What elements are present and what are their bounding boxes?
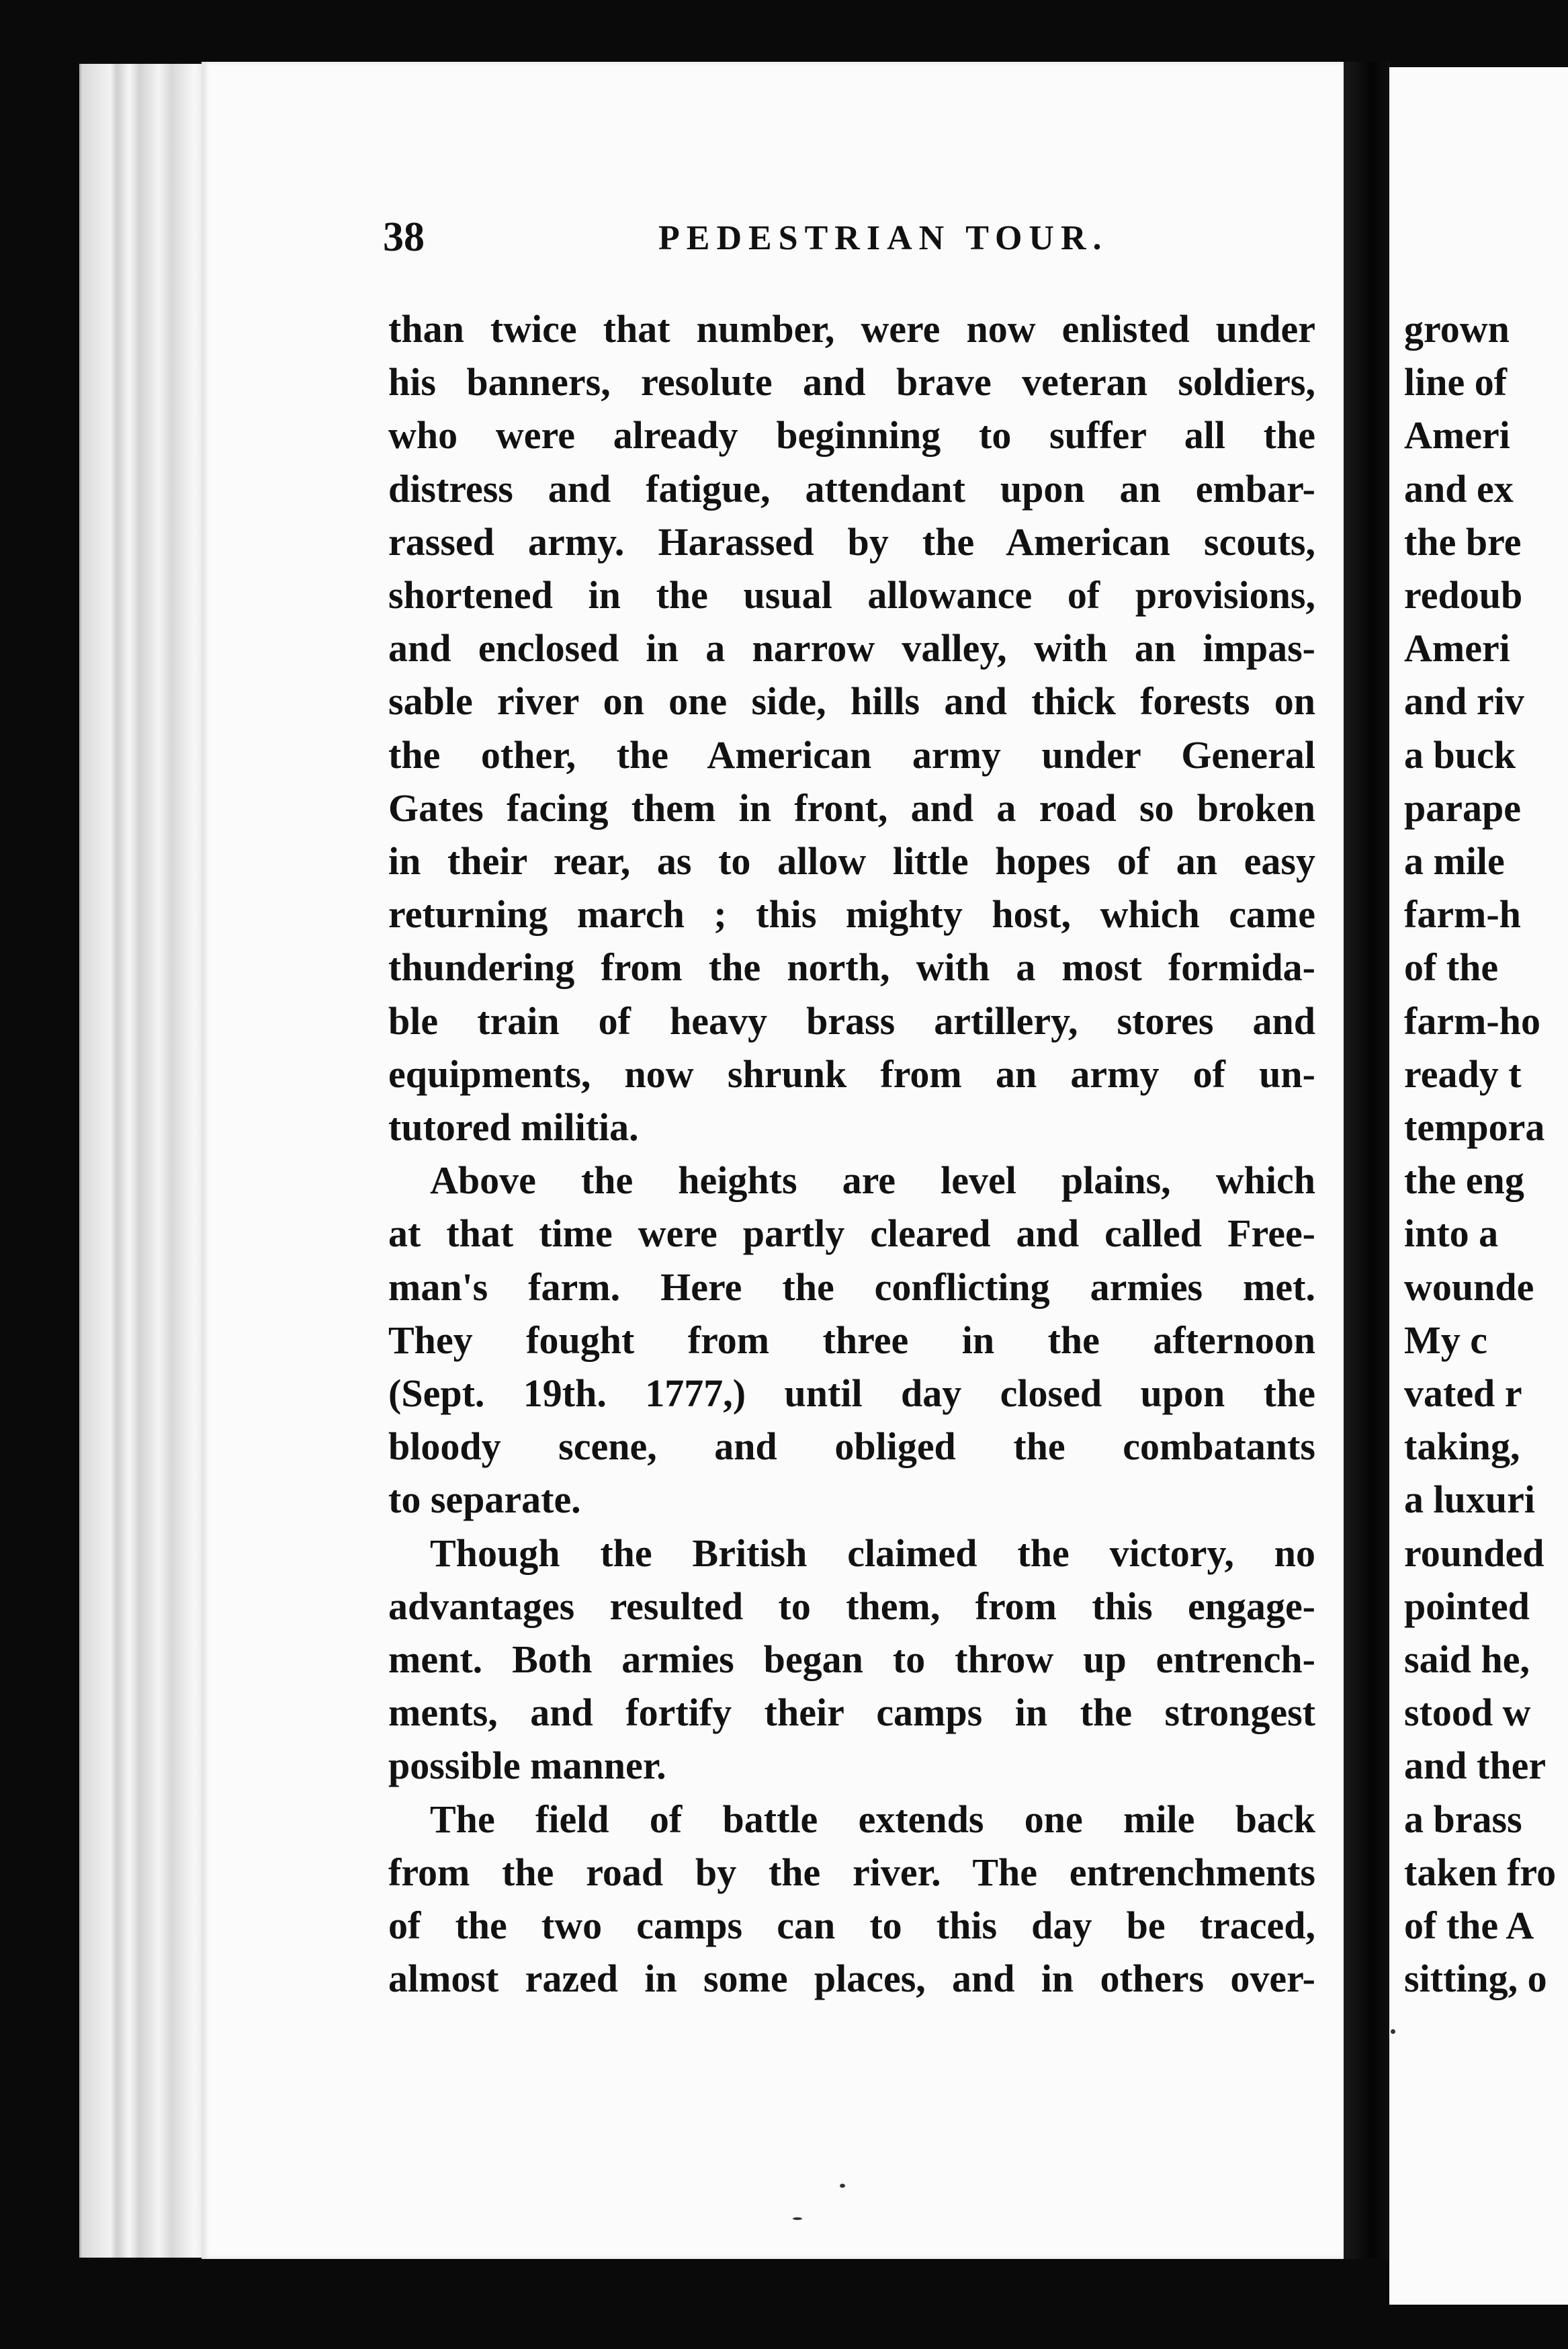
text-line: who were already beginning to suffer all the [388,413,1315,458]
text-line: ready t [1404,1052,1522,1096]
text-line: grown [1404,307,1510,351]
ink-speck [1391,2029,1395,2034]
text-line: ments, and fortify their camps in the strongest [388,1691,1315,1735]
text-line: into a [1404,1211,1499,1256]
text-line: sable river on one side, hills and thick forests on [388,679,1315,724]
text-line: a luxuri [1404,1478,1535,1522]
page-number: 38 [383,214,425,260]
text-line: Above the heights are level plains, which [430,1158,1315,1203]
text-line: pointed [1404,1584,1530,1628]
text-line: the bre [1404,519,1522,564]
text-line: of the two camps can to this day be traced, [388,1904,1315,1947]
text-line: The field of battle extends one mile back [430,1797,1315,1841]
text-line: of the A [1404,1904,1534,1947]
text-line: of the [1404,945,1499,990]
text-line: tempora [1404,1105,1545,1149]
ink-speck [793,2217,802,2220]
text-line: possible manner. [388,1744,666,1788]
text-line: distress and fatigue, attendant upon an embar- [388,466,1315,511]
text-line: taken fro [1404,1850,1557,1894]
text-line: than twice that number, were now enlisted under [388,307,1315,351]
text-line: rassed army. Harassed by the American scouts, [388,519,1315,564]
text-line: and enclosed in a narrow valley, with an impas- [388,626,1315,671]
text-line: a brass [1404,1797,1522,1841]
text-line: the other, the American army under General [388,732,1315,777]
text-line: from the road by the river. The entrenchments [388,1850,1315,1894]
text-line: his banners, resolute and brave veteran soldiers, [388,360,1315,404]
text-line: taking, [1404,1424,1520,1469]
text-line: a mile [1404,839,1505,883]
text-line: said he, [1404,1637,1530,1681]
text-line: man's farm. Here the conflicting armies met. [388,1265,1315,1309]
text-line: to separate. [388,1478,581,1522]
text-line: Though the British claimed the victory, no [430,1531,1315,1575]
text-line: Ameri [1404,413,1510,458]
text-line: the eng [1404,1158,1524,1203]
text-line: farm-ho [1404,998,1540,1043]
running-title: PEDESTRIAN TOUR. [658,219,1108,257]
text-line: Gates facing them in front, and a road so broken [388,785,1315,830]
text-line: advantages resulted to them, from this engage- [388,1584,1315,1628]
text-line: in their rear, as to allow little hopes of an easy [388,839,1315,883]
text-line: wounde [1404,1265,1534,1309]
text-line: and riv [1404,679,1524,724]
text-line: vated r [1404,1371,1522,1415]
text-line: parape [1404,785,1521,830]
text-line: ble train of heavy brass artillery, stores and [388,998,1315,1043]
text-line: My c [1404,1318,1487,1362]
text-line: almost razed in some places, and in others over- [388,1957,1315,2001]
text-line: and ex [1404,466,1514,511]
text-line: shortened in the usual allowance of provisions, [388,573,1315,617]
text-line: a buck [1404,732,1516,777]
ink-speck [840,2184,845,2188]
text-line: returning march ; this mighty host, which came [388,892,1315,937]
text-line: ment. Both armies began to throw up entrench- [388,1637,1315,1681]
text-line: (Sept. 19th. 1777,) until day closed upon the [388,1371,1315,1415]
text-line: rounded [1404,1531,1544,1575]
text-line: thundering from the north, with a most formida- [388,945,1315,990]
text-line: stood w [1404,1691,1531,1735]
text-line: equipments, now shrunk from an army of un- [388,1052,1315,1096]
text-line: line of [1404,360,1508,404]
text-line: and ther [1404,1744,1547,1788]
text-line: bloody scene, and obliged the combatants [388,1424,1315,1469]
text-line: tutored militia. [388,1105,639,1149]
text-line: They fought from three in the afternoon [388,1318,1315,1362]
text-line: redoub [1404,573,1523,617]
text-line: sitting, o [1404,1957,1547,2001]
book-gutter [1344,62,1391,2259]
text-line: at that time were partly cleared and called Free- [388,1211,1315,1256]
text-line: Ameri [1404,626,1510,671]
text-line: farm-h [1404,892,1521,937]
